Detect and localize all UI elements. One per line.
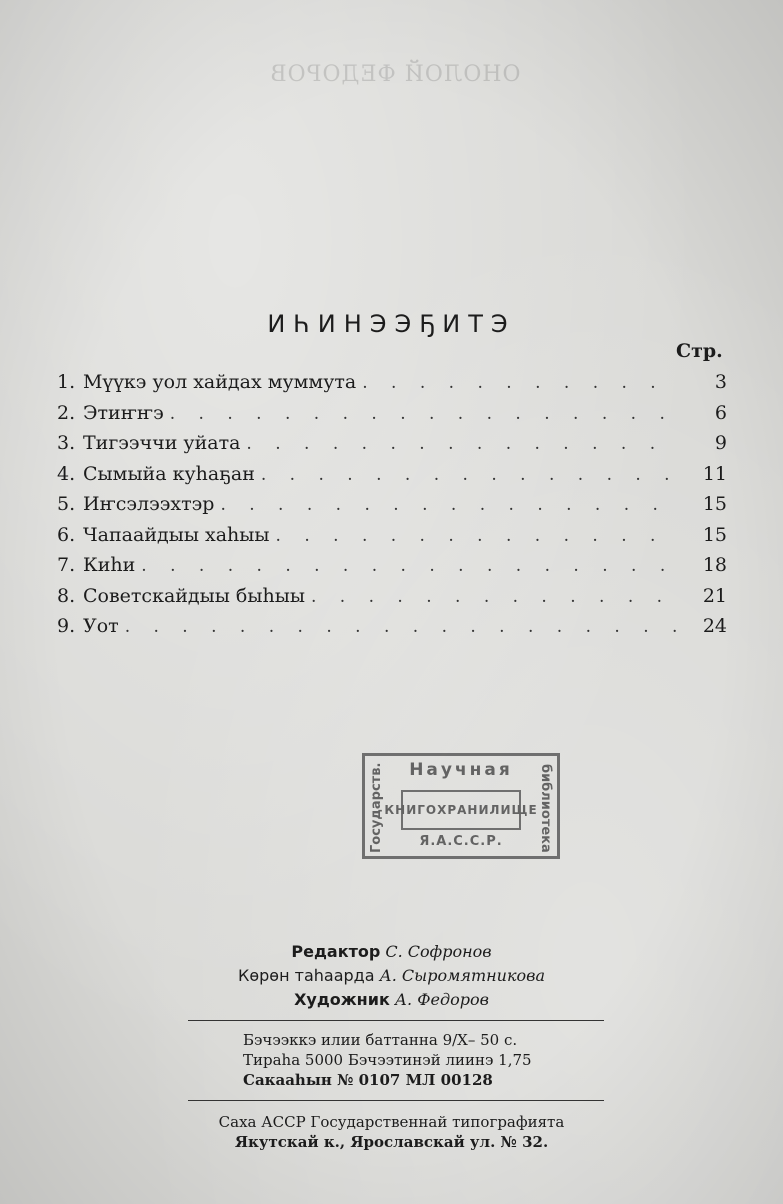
toc-title: ИҺИНЭЭҔИТЭ [267, 310, 516, 339]
stamp-inner-box [384, 790, 538, 830]
toc-item-page: 11 [702, 462, 727, 485]
toc-item-number: 5. [57, 493, 76, 515]
imprint-line: Якутскай к., Ярославскай ул. № 32. [234, 1133, 549, 1151]
editor-label: Редактор [291, 942, 381, 961]
toc-item-page: 18 [702, 554, 727, 576]
toc-item [57, 585, 727, 616]
toc-item [57, 371, 727, 402]
credits [0, 940, 783, 1012]
toc-item-number: 9. [57, 615, 76, 637]
toc-item-title: Тигээччи уйата [83, 432, 241, 454]
toc-item-title: Сымыйа куһаҕан [83, 462, 255, 485]
toc-leader-dots [311, 587, 677, 607]
proof-label: Көрөн таһаарда [238, 966, 375, 985]
toc-item-page: 15 [702, 493, 727, 515]
toc-item [57, 402, 727, 433]
toc-item-number: 2. [57, 401, 76, 424]
toc-item-number: 8. [57, 584, 76, 607]
toc-item-title: Советскайдыы быһыы [83, 584, 305, 607]
toc-item-title: Иҥсэлээхтэр [83, 493, 215, 515]
credit-proof [0, 964, 783, 988]
imprint-line: Саха АССР Государственнай типографията [218, 1113, 565, 1131]
printer-imprint [0, 1112, 783, 1152]
divider-rule [188, 1020, 604, 1021]
stamp-bottom-text: Я.А.С.С.Р. [419, 834, 503, 849]
stamp-middle-text: КНИГОХРАНИЛИЩЕ [384, 803, 538, 817]
toc-item-page: 15 [702, 523, 727, 546]
credit-editor [0, 940, 783, 964]
toc-leader-dots [246, 434, 677, 454]
toc-leader-dots [261, 465, 677, 485]
toc-item-title: Уот [83, 615, 119, 637]
artist-name: А. Федоров [394, 990, 489, 1009]
page-column-label: Стр. [676, 340, 723, 362]
toc-item-page: 21 [702, 584, 727, 607]
editor-name: С. Софронов [385, 942, 492, 961]
stamp-side-left: Государств. [369, 762, 384, 854]
toc-item [57, 463, 727, 494]
proof-name: А. Сыромятникова [379, 966, 545, 985]
print-info-line: Тираһа 5000 Бэчээтинэй лиинэ 1,75 [243, 1051, 532, 1069]
print-info-line: Сакааһын № 0107 МЛ 00128 [243, 1071, 493, 1089]
toc-item-page: 3 [714, 371, 727, 393]
toc-list [57, 371, 727, 646]
toc-item [57, 493, 727, 524]
toc-item-title: Этиҥҥэ [83, 401, 164, 424]
toc-item-page: 24 [702, 615, 727, 637]
toc-item-title: Чапаайдыы хаһыы [83, 523, 270, 546]
toc-item-number: 7. [57, 554, 76, 576]
bleed-through-text: ОНОЛОЙ ФЕДОРОВ [269, 62, 521, 87]
print-info [243, 1030, 532, 1090]
toc-leader-dots [276, 526, 677, 546]
divider-rule [188, 1100, 604, 1101]
toc-leader-dots [362, 373, 677, 393]
toc-item-number: 1. [57, 371, 76, 393]
toc-item-number: 4. [57, 462, 76, 485]
credit-artist [0, 988, 783, 1012]
toc-item-number: 3. [57, 432, 76, 454]
stamp-side-right: библиотека [538, 763, 553, 853]
toc-item [57, 432, 727, 463]
toc-item-number: 6. [57, 523, 76, 546]
toc-item [57, 615, 727, 646]
toc-item-page: 9 [714, 432, 727, 454]
artist-label: Художник [294, 990, 390, 1009]
toc-item [57, 554, 727, 585]
library-stamp [362, 753, 560, 859]
toc-leader-dots [141, 556, 677, 576]
toc-item-page: 6 [714, 401, 727, 424]
print-info-line: Бэчээккэ илии баттанна 9/X– 50 с. [243, 1031, 518, 1049]
toc-item-title: Киһи [83, 554, 136, 576]
toc-item-title: Мүүкэ уол хайдах муммута [83, 371, 357, 393]
toc-leader-dots [125, 617, 677, 637]
stamp-top-text: Научная [409, 760, 513, 780]
toc-leader-dots [170, 404, 677, 424]
toc-item [57, 524, 727, 555]
toc-leader-dots [220, 495, 677, 515]
